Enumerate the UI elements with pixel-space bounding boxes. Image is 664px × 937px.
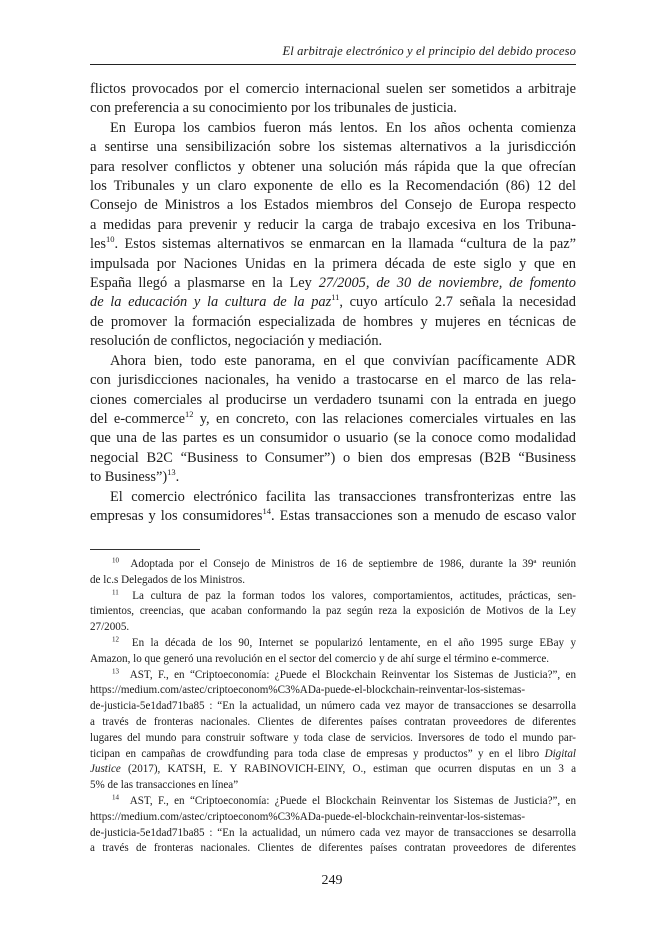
text-line: con preferencia a su conocimiento por los tribunales de justicia.	[90, 100, 457, 117]
footnote-line	[90, 794, 576, 810]
text-line: resolución de conflictos, negociación y mediación.	[90, 333, 383, 350]
footnote-number: 13	[112, 666, 119, 675]
text-fragment: La cultura de paz la forman todos los valores, comportamientos, actitudes, prácticas, sen-	[132, 589, 576, 602]
paragraph-3	[90, 352, 576, 488]
text-line	[90, 293, 576, 312]
footnote-rule	[90, 549, 200, 550]
footnote-14	[90, 794, 576, 857]
page-number: 249	[321, 873, 343, 888]
text-fragment: les	[90, 236, 106, 253]
footnote-ref: 14	[262, 506, 271, 517]
text-line: negocial B2C “Business to Consumer”) o bien dos empresas (B2B “Business	[90, 449, 576, 466]
text-fragment: España llegó a plasmarse en la Ley	[90, 275, 319, 292]
footnote-number: 14	[112, 793, 119, 802]
text-line: impulsada por Naciones Unidas en la primera década de este siglo y que en	[90, 255, 576, 272]
footnote-line	[90, 589, 576, 605]
text-line	[90, 235, 576, 254]
footnote-line	[90, 747, 576, 763]
footnote-line: a través de fronteras nacionales. Clientes de diferentes países contratan proveedores de diferentes	[90, 842, 576, 855]
text-line: El comercio electrónico facilita las transacciones transfronterizas entre las	[110, 488, 576, 505]
footnote-line	[90, 668, 576, 684]
footnote-12	[90, 636, 576, 668]
text-line: que una de las partes es un consumidor o usuario (se la conoce como modalidad	[90, 430, 576, 447]
text-line: con jurisdicciones nacionales, ha venido a trastocarse en el marco de las rela-	[90, 372, 576, 389]
text-fragment: empresas y los consumidores	[90, 507, 263, 524]
text-fragment: (2017), KATSH, E. Y RABINOVICH-EINY, O., estiman que ocurren disputas en un 3 a	[120, 763, 576, 776]
footnote-ref: 13	[167, 467, 176, 478]
footnote-line: de-justicia-5e1dad71ba85 : “En la actualidad, un número cada vez mayor de transacciones se desarrolla	[90, 700, 576, 713]
footnote-line: Amazon, lo que generó una revolución en el sector del comercio y de ahí surge el término e-commerce.	[90, 652, 550, 665]
footnote-ref: 12	[184, 409, 194, 420]
footnote-number: 11	[112, 587, 119, 596]
text-fragment: , cuyo artículo 2.7 señala la necesidad	[339, 294, 576, 311]
footnote-line	[90, 636, 576, 652]
footnote-11	[90, 589, 576, 636]
text-line: En Europa los cambios fueron más lentos. En los años ochenta comienza	[110, 119, 576, 136]
text-fragment: . Estos sistemas alternativos se enmarcan en la llamada “cultura de la paz”	[114, 236, 576, 253]
text-line: los Tribunales y un claro exponente de ello es la Recomendación (86) 12 del	[90, 178, 576, 195]
paragraph-2	[90, 119, 576, 352]
footnote-line: lugares del mundo para construir software y toda clase de servicios. Inversores de todo el mundo par-	[90, 731, 576, 744]
header-rule	[90, 64, 576, 65]
text-line	[90, 468, 576, 487]
text-line: Ahora bien, todo este panorama, en el que convivían pacíficamente ADR	[110, 352, 576, 369]
footnote-line: a través de fronteras nacionales. Clientes de diferentes países contratan proveedores de diferentes	[90, 715, 576, 728]
book-title-italic: Justice	[90, 763, 121, 776]
footnote-10	[90, 557, 576, 589]
footnote-ref: 10	[106, 234, 115, 245]
footnote-line: timientos, creencias, que acaban conformando la paz según reza la exposición de Motivos de la Ley	[90, 605, 576, 618]
text-fragment: . Estas transacciones son a menudo de escaso valor	[271, 507, 576, 524]
text-fragment: del e-commerce	[90, 410, 185, 427]
text-line: de promover la formación especializada de hombres y mujeres en técnicas de	[90, 313, 576, 330]
footnotes	[90, 557, 576, 857]
text-line: Consejo de Ministros a los Estados miembros del Consejo de Europa respecto	[90, 197, 576, 214]
paragraph-1	[90, 80, 576, 119]
footnote-line: 27/2005.	[90, 621, 130, 634]
footnote-line: https://medium.com/astec/criptoeconom%C3%ADa-puede-el-blockchain-reinventar-los-sistemas-	[90, 684, 526, 697]
footnote-line: de-justicia-5e1dad71ba85 : “En la actualidad, un número cada vez mayor de transacciones se desarrolla	[90, 826, 576, 839]
footnote-line: de lc.s Delegados de los Ministros.	[90, 573, 245, 586]
text-line	[90, 274, 576, 293]
text-fragment: .	[175, 469, 180, 486]
law-title-italic: de la educación y la cultura de la paz	[90, 294, 332, 311]
footnote-line	[90, 762, 576, 778]
text-line: a medidas para prevenir y reducir la carga de trabajo excesiva en los Tribuna-	[90, 216, 576, 233]
paragraph-4	[90, 488, 576, 527]
text-line: ciones comerciales al producirse un verdadero tsunami con la entrada en juego	[90, 391, 576, 408]
footnote-line: https://medium.com/astec/criptoeconom%C3%ADa-puede-el-blockchain-reinventar-los-sistemas-	[90, 810, 526, 823]
text-line	[90, 410, 576, 429]
text-line	[90, 507, 576, 526]
footnote-13	[90, 668, 576, 794]
running-header: El arbitraje electrónico y el principio del debido proceso	[282, 44, 576, 58]
text-fragment: ticipan en campañas de crowdfunding para toda clase de empresas y productos” y en el libro	[90, 747, 545, 760]
text-fragment: y, en concreto, con las relaciones comerciales virtuales en las	[193, 410, 576, 427]
footnote-line: 5% de las transacciones en línea”	[90, 779, 239, 792]
book-title-italic: Digital	[544, 747, 576, 760]
text-line: a sentirse una sensibilización sobre los sistemas alternativos a la jurisdicción	[90, 139, 576, 156]
text-line: para resolver conflictos y obtener una solución más rápida que la que ofrecían	[90, 158, 576, 175]
text-fragment: En la década de los 90, Internet se popularizó lentamente, en el año 1995 surge EBay y	[131, 636, 576, 649]
text-fragment: AST, F., en “Criptoeconomía: ¿Puede el Blockchain Reinventar los Sistemas de Justicia?”, en	[129, 668, 577, 681]
law-title-italic: 27/2005, de 30 de noviembre, de fomento	[318, 275, 576, 292]
footnote-ref: 11	[331, 292, 340, 303]
footnote-number: 10	[112, 556, 119, 565]
footnote-line	[90, 557, 576, 573]
text-line: flictos provocados por el comercio internacional suelen ser sometidos a arbitraje	[90, 81, 576, 97]
text-fragment: Adoptada por el Consejo de Ministros de 16 de septiembre de 1986, durante la 39ª reunión	[130, 558, 577, 570]
body-text	[90, 80, 576, 526]
text-fragment: AST, F., en “Criptoeconomía: ¿Puede el Blockchain Reinventar los Sistemas de Justicia?”, en	[129, 794, 577, 807]
footnote-number: 12	[112, 635, 119, 644]
text-fragment: to Business”)	[90, 469, 168, 486]
